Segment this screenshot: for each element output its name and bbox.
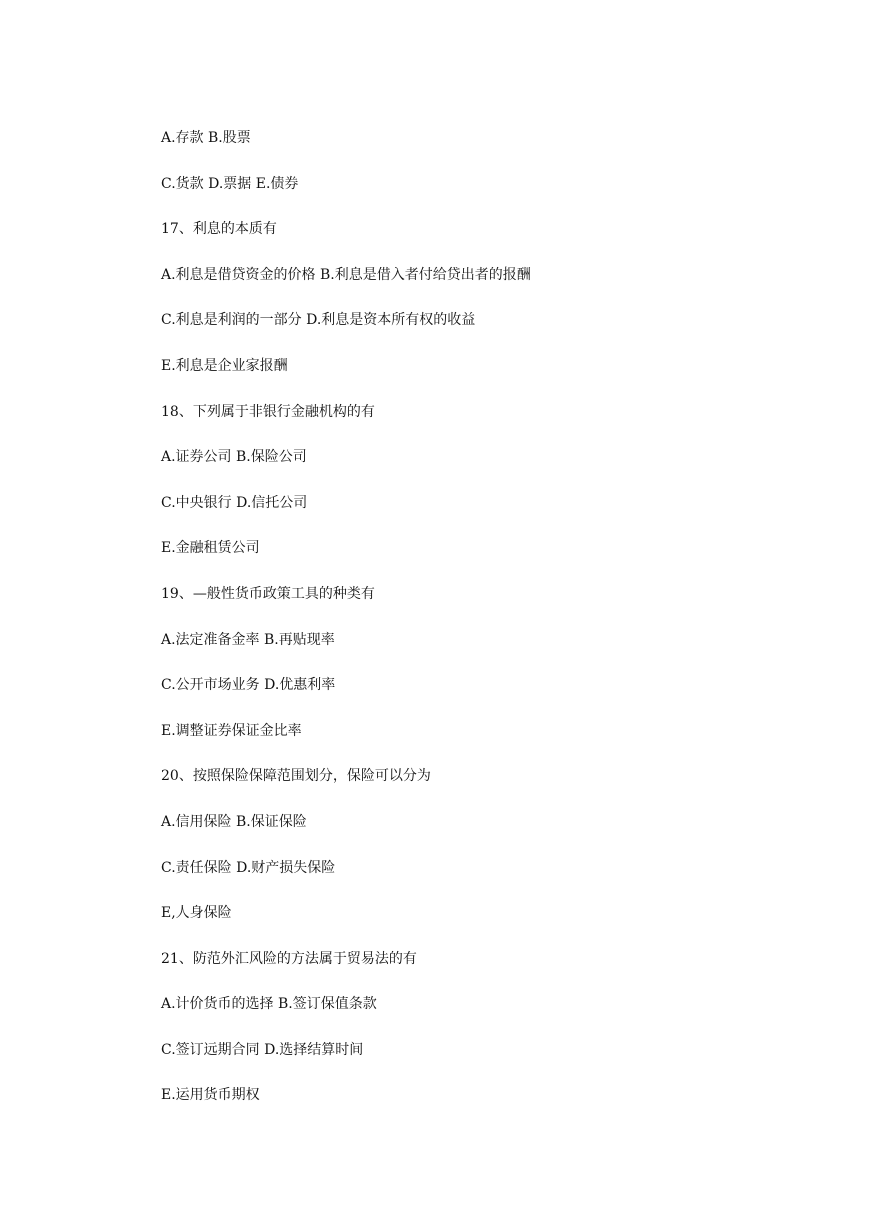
option-line: C.中央银行 D.信托公司 [161,494,308,511]
option-line: A.利息是借贷资金的价格 B.利息是借入者付给贷出者的报酬 [161,266,531,283]
option-line: E.金融租赁公司 [161,540,260,557]
question-18: 18、下列属于非银行金融机构的有 [161,403,375,420]
option-line: A.法定准备金率 B.再贴现率 [161,631,335,648]
option-line: A.信用保险 B.保证保险 [161,813,307,830]
option-line: C.责任保险 D.财产损失保险 [161,859,336,876]
question-20: 20、按照保险保障范围划分，保险可以分为 [161,768,431,785]
option-line: A.存款 B.股票 [161,130,251,146]
option-line: E.调整证券保证金比率 [161,722,302,739]
question-21: 21、防范外汇风险的方法属于贸易法的有 [161,950,417,967]
option-line: A.证券公司 B.保险公司 [161,449,307,466]
option-line: C.公开市场业务 D.优惠利率 [161,677,336,694]
option-line: C.签订远期合同 D.选择结算时间 [161,1041,364,1058]
question-17: 17、利息的本质有 [161,221,277,238]
option-line: C.货款 D.票据 E.债券 [161,175,299,192]
option-line: C.利息是利润的一部分 D.利息是资本所有权的收益 [161,312,476,329]
document-body [161,127,801,1130]
question-19: 19、—般性货币政策工具的种类有 [161,585,375,602]
option-line: E.运用货币期权 [161,1087,260,1104]
option-line: E,人身保险 [161,905,232,922]
option-line: E.利息是企业家报酬 [161,357,288,374]
option-line: A.计价货币的选择 B.签订保值条款 [161,996,377,1013]
